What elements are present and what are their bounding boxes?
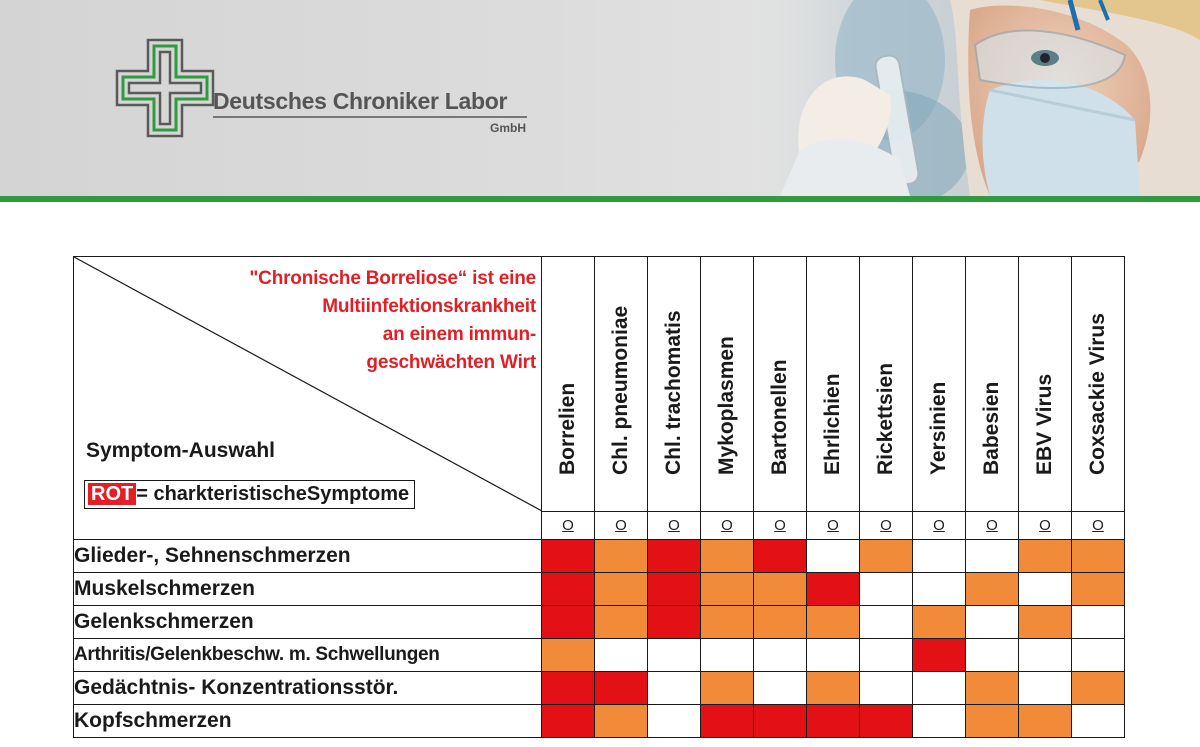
matrix-cell [701, 606, 754, 639]
matrix-cell [754, 672, 807, 705]
matrix-cell [913, 540, 966, 573]
pathogen-checkbox[interactable] [807, 512, 860, 540]
column-header [966, 257, 1019, 512]
matrix-cell [860, 672, 913, 705]
column-header [648, 257, 701, 512]
checkbox-mark: O [1039, 517, 1051, 534]
matrix-cell [542, 639, 595, 672]
matrix-cell [1019, 540, 1072, 573]
symptom-label[interactable]: Gelenkschmerzen [74, 606, 542, 639]
column-header [807, 257, 860, 512]
matrix-cell [807, 573, 860, 606]
matrix-cell [648, 573, 701, 606]
matrix-cell [542, 540, 595, 573]
pathogen-checkbox[interactable] [595, 512, 648, 540]
matrix-cell [860, 705, 913, 738]
checkbox-mark: O [1092, 517, 1104, 534]
color-legend [84, 480, 415, 509]
table-row [74, 540, 1125, 573]
matrix-cell [860, 606, 913, 639]
matrix-cell [860, 573, 913, 606]
intro-text [249, 265, 536, 377]
intro-line: Multiinfektionskrankheit [322, 296, 536, 317]
column-header [754, 257, 807, 512]
matrix-cell [701, 573, 754, 606]
matrix-cell [595, 672, 648, 705]
matrix-cell [913, 672, 966, 705]
matrix-cell [595, 705, 648, 738]
matrix-cell [595, 573, 648, 606]
symptom-label[interactable]: Arthritis/Gelenkbeschw. m. Schwellungen [74, 639, 542, 672]
matrix-cell [860, 639, 913, 672]
matrix-cell [542, 705, 595, 738]
matrix-cell [1019, 705, 1072, 738]
matrix-cell [1072, 639, 1125, 672]
column-header-label: Chl. pneumoniae [609, 305, 632, 475]
matrix-cell [966, 573, 1019, 606]
column-header-label: Borrelien [556, 382, 579, 475]
company-name: Deutsches Chroniker Labor [213, 88, 508, 114]
matrix-cell [701, 705, 754, 738]
pathogen-checkbox[interactable] [1072, 512, 1125, 540]
pathogen-checkbox[interactable] [754, 512, 807, 540]
column-header-label: Babesien [980, 381, 1003, 475]
checkbox-mark: O [880, 517, 892, 534]
matrix-cell [966, 639, 1019, 672]
matrix-corner-cell [74, 257, 542, 540]
matrix-cell [595, 606, 648, 639]
matrix-cell [754, 639, 807, 672]
table-row [74, 639, 1125, 672]
column-header [1019, 257, 1072, 512]
legend-text: = charkteristischeSymptome [136, 483, 410, 505]
matrix-cell [754, 705, 807, 738]
column-header [860, 257, 913, 512]
matrix-cell [1072, 672, 1125, 705]
column-header-label: Rickettsien [874, 362, 897, 475]
matrix-cell [1072, 606, 1125, 639]
checkbox-mark: O [721, 517, 733, 534]
column-header-label: Chl. trachomatis [662, 310, 685, 475]
matrix-cell [648, 540, 701, 573]
column-header-label: Bartonellen [768, 359, 791, 475]
symptom-label[interactable]: Glieder-, Sehnenschmerzen [74, 540, 542, 573]
matrix-cell [648, 705, 701, 738]
table-row [74, 573, 1125, 606]
matrix-cell [1019, 573, 1072, 606]
column-header-label: Yersinien [927, 381, 950, 475]
matrix-cell [966, 540, 1019, 573]
matrix-cell [542, 606, 595, 639]
matrix-cell [701, 672, 754, 705]
column-header-label: Mykoplasmen [715, 336, 738, 475]
column-header [595, 257, 648, 512]
matrix-cell [595, 639, 648, 672]
legend-highlight: ROT [88, 483, 136, 505]
matrix-cell [966, 705, 1019, 738]
header-banner [0, 0, 1200, 196]
symptom-selection-label: Symptom-Auswahl [86, 439, 276, 462]
matrix-cell [648, 606, 701, 639]
symptom-label[interactable]: Kopfschmerzen [74, 705, 542, 738]
matrix-cell [1072, 705, 1125, 738]
column-header-label: Coxsackie Virus [1086, 313, 1109, 475]
medical-cross-logo-icon [115, 38, 215, 138]
pathogen-checkbox[interactable] [966, 512, 1019, 540]
table-row [74, 705, 1125, 738]
matrix-cell [913, 573, 966, 606]
matrix-cell [807, 540, 860, 573]
column-header [913, 257, 966, 512]
symptom-label[interactable]: Gedächtnis- Konzentrationsstör. [74, 672, 542, 705]
matrix-cell [1019, 606, 1072, 639]
matrix-cell [1019, 639, 1072, 672]
matrix-cell [542, 573, 595, 606]
symptom-label[interactable]: Muskelschmerzen [74, 573, 542, 606]
pathogen-checkbox[interactable] [860, 512, 913, 540]
checkbox-mark: O [933, 517, 945, 534]
intro-line: an einem immun- [382, 324, 536, 345]
header-accent-bar [0, 196, 1200, 202]
company-suffix: GmbH [490, 121, 526, 135]
checkbox-mark: O [562, 517, 574, 534]
checkbox-mark: O [774, 517, 786, 534]
matrix-cell [966, 672, 1019, 705]
pathogen-checkbox[interactable] [913, 512, 966, 540]
column-header [542, 257, 595, 512]
column-header [701, 257, 754, 512]
pathogen-checkbox[interactable] [542, 512, 595, 540]
column-header [1072, 257, 1125, 512]
header-row [74, 257, 1125, 512]
matrix-cell [913, 606, 966, 639]
table-row [74, 672, 1125, 705]
matrix-cell [913, 639, 966, 672]
logo-underline [213, 116, 527, 118]
pathogen-checkbox[interactable] [648, 512, 701, 540]
matrix-cell [754, 573, 807, 606]
matrix-cell [542, 672, 595, 705]
column-header-label: EBV Virus [1033, 373, 1056, 475]
checkbox-mark: O [827, 517, 839, 534]
matrix-cell [1072, 540, 1125, 573]
matrix-cell [807, 639, 860, 672]
checkbox-mark: O [986, 517, 998, 534]
matrix-cell [595, 540, 648, 573]
matrix-cell [701, 540, 754, 573]
matrix-cell [913, 705, 966, 738]
intro-line: geschwächten Wirt [366, 352, 536, 373]
intro-line: "Chronische Borreliose“ ist eine [249, 268, 536, 289]
matrix-cell [648, 639, 701, 672]
matrix-cell [807, 672, 860, 705]
matrix-cell [966, 606, 1019, 639]
table-row [74, 606, 1125, 639]
matrix-cell [1072, 573, 1125, 606]
matrix-cell [754, 540, 807, 573]
lab-researcher-photo-icon [740, 0, 1200, 196]
matrix-cell [860, 540, 913, 573]
matrix-cell [754, 606, 807, 639]
pathogen-checkbox[interactable] [1019, 512, 1072, 540]
matrix-cell [701, 639, 754, 672]
matrix-cell [1019, 672, 1072, 705]
column-header-label: Ehrlichien [821, 373, 844, 475]
pathogen-checkbox[interactable] [701, 512, 754, 540]
matrix-cell [648, 672, 701, 705]
symptom-pathogen-matrix [73, 256, 1125, 738]
matrix-cell [807, 705, 860, 738]
checkbox-mark: O [668, 517, 680, 534]
checkbox-mark: O [615, 517, 627, 534]
matrix-cell [807, 606, 860, 639]
symptom-rows [74, 540, 1125, 738]
